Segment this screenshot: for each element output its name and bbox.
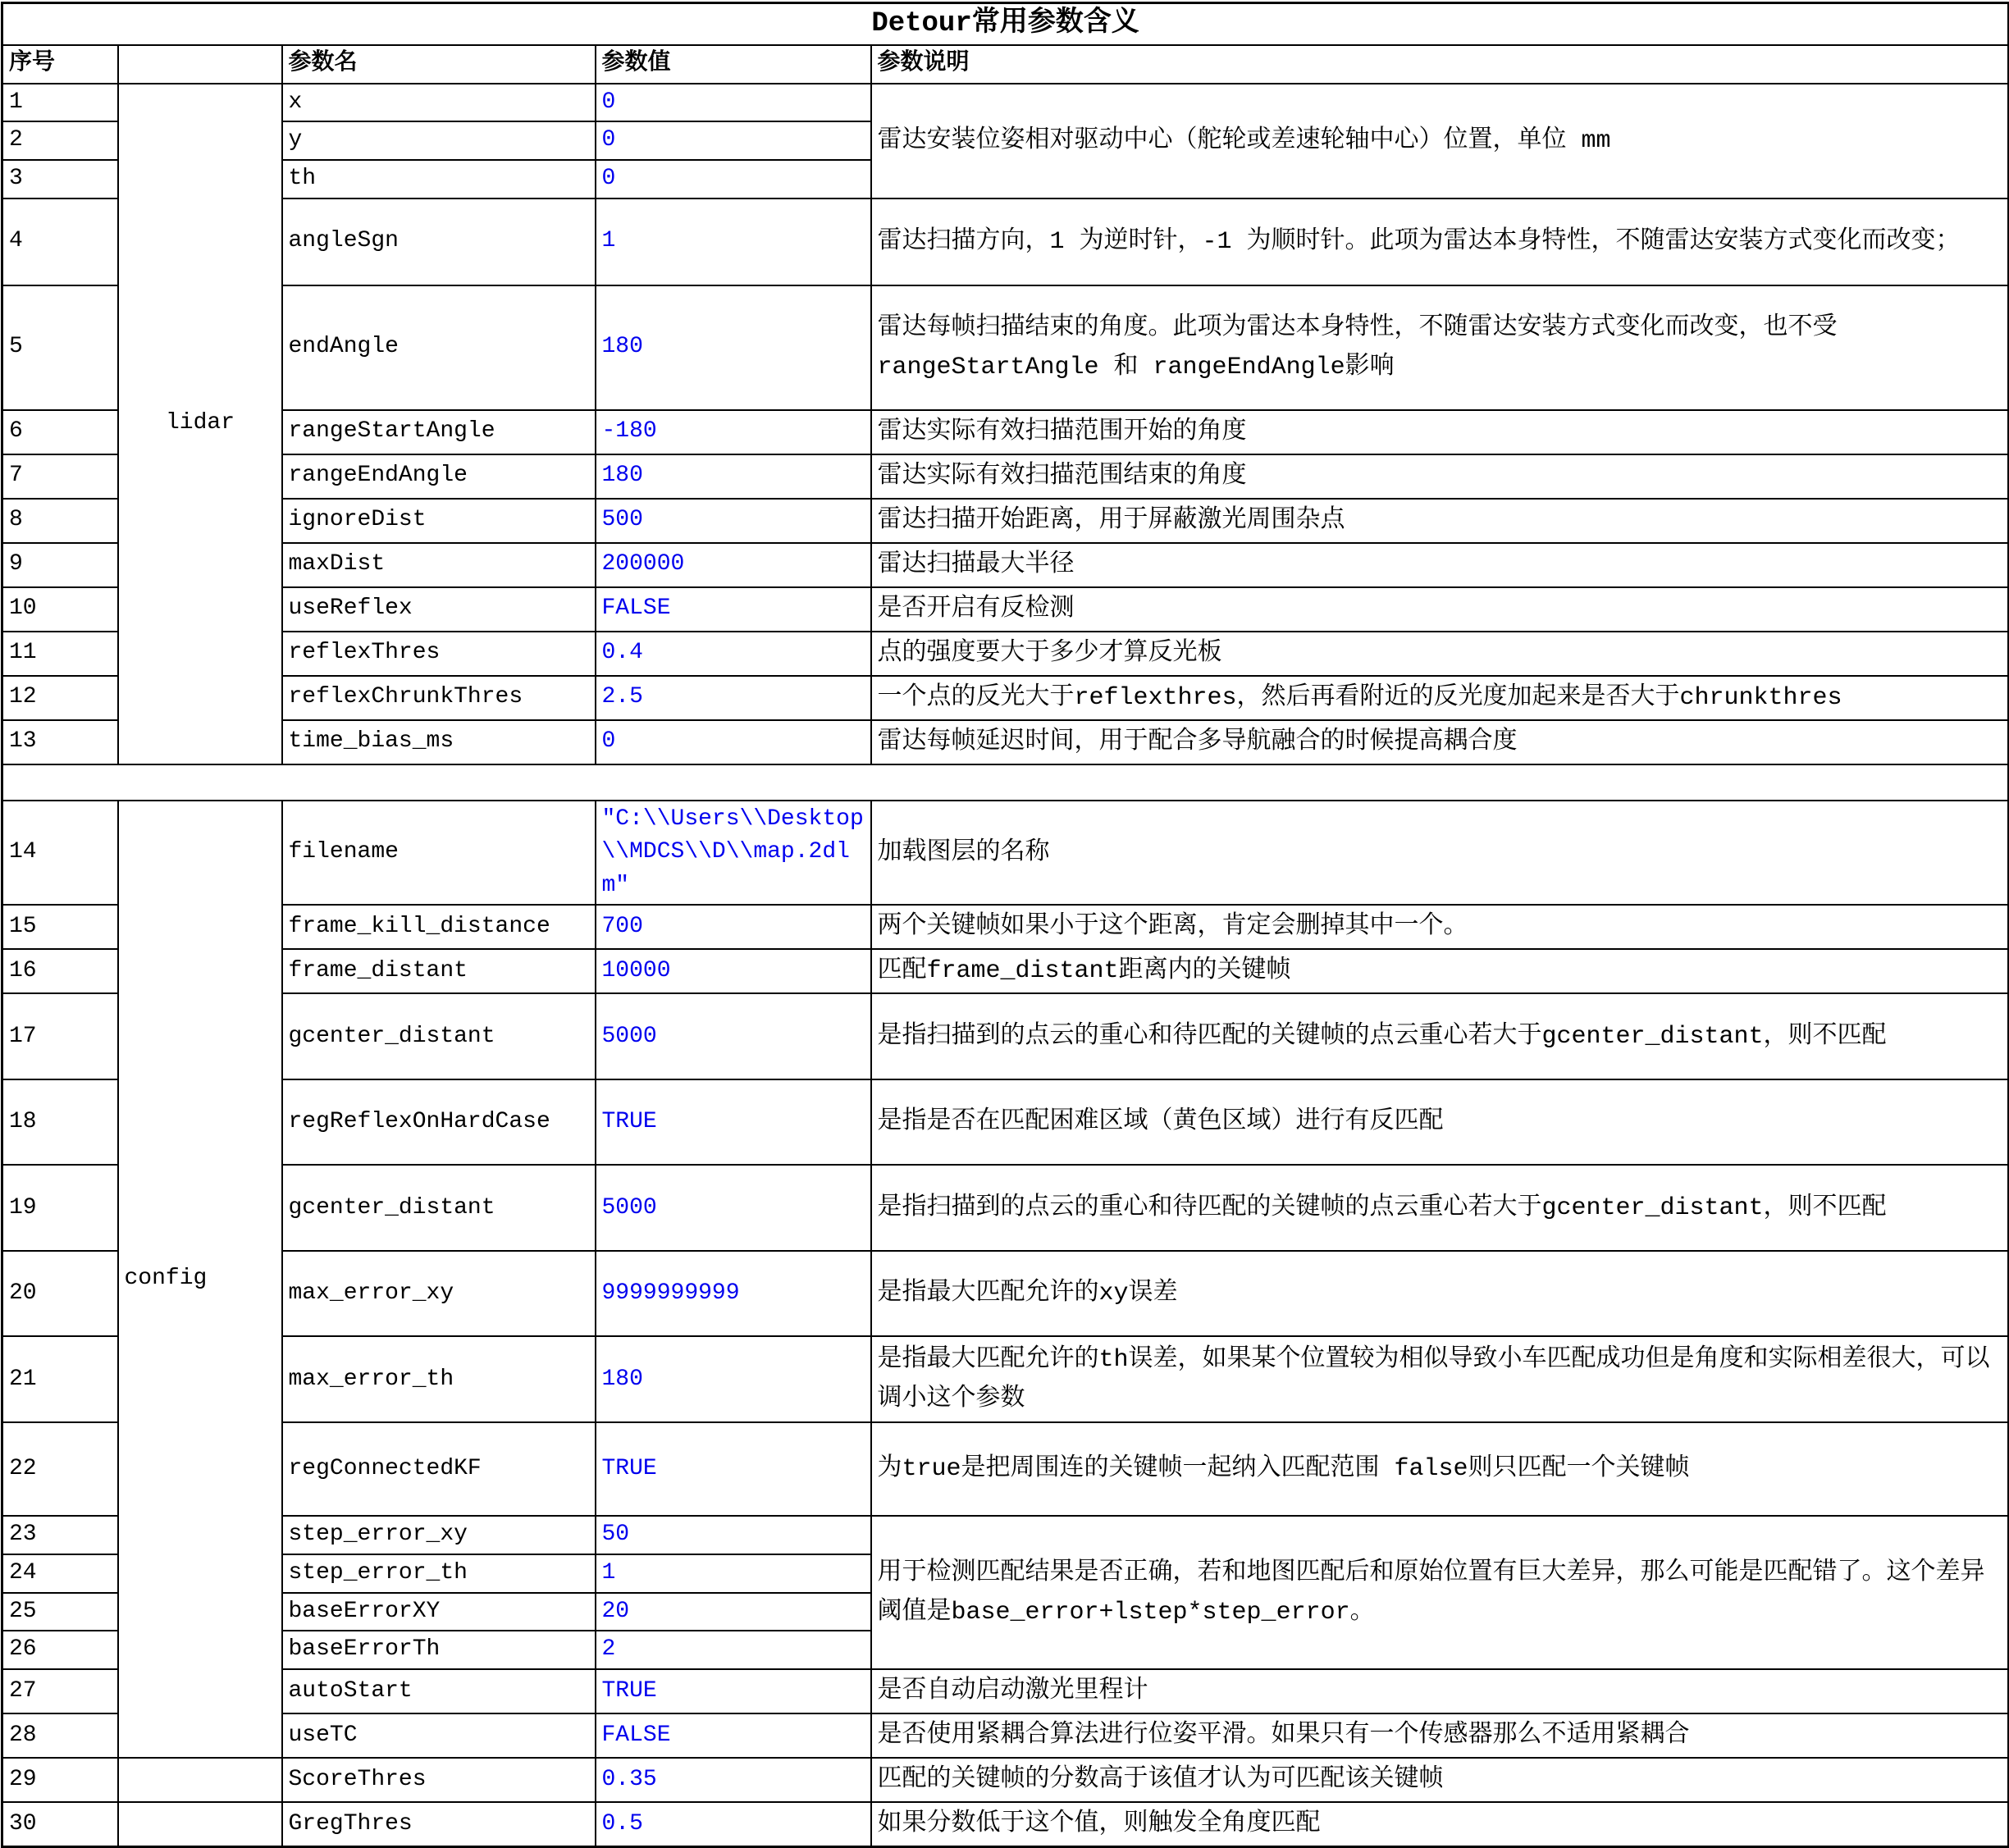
param-desc-cell: 雷达扫描方向，1 为逆时针，-1 为顺时针。此项为雷达本身特性，不随雷达安装方式变化而改变； [871, 198, 2009, 285]
param-desc-cell: 是否使用紧耦合算法进行位姿平滑。如果只有一个传感器那么不适用紧耦合 [871, 1713, 2009, 1758]
param-value-cell: 500 [596, 499, 871, 543]
param-value-cell: 200000 [596, 543, 871, 587]
param-desc-cell: 匹配frame_distant距离内的关键帧 [871, 949, 2009, 993]
row-number-cell: 24 [2, 1554, 118, 1593]
param-name-cell: ScoreThres [282, 1758, 596, 1802]
row-number-cell: 30 [2, 1802, 118, 1847]
param-name-cell: ignoreDist [282, 499, 596, 543]
param-desc-cell: 雷达安装位姿相对驱动中心（舵轮或差速轮轴中心）位置，单位 mm [871, 84, 2009, 198]
row-number-cell: 18 [2, 1079, 118, 1165]
parameter-table [1, 2, 2009, 1848]
param-name-cell: rangeEndAngle [282, 454, 596, 499]
param-desc-cell: 为true是把周围连的关键帧一起纳入匹配范围 false则只匹配一个关键帧 [871, 1422, 2009, 1516]
param-name-cell: y [282, 121, 596, 160]
row-number-cell: 28 [2, 1713, 118, 1758]
param-value-cell: 5000 [596, 1165, 871, 1251]
param-value-cell: 5000 [596, 993, 871, 1079]
row-number-cell: 19 [2, 1165, 118, 1251]
row-number-cell: 9 [2, 543, 118, 587]
group-cell-empty [118, 1758, 282, 1802]
param-value-cell: 0.5 [596, 1802, 871, 1847]
param-value-cell: 1 [596, 1554, 871, 1593]
param-value-cell: 0 [596, 160, 871, 198]
header-param-name: 参数名 [282, 45, 596, 84]
param-name-cell: regReflexOnHardCase [282, 1079, 596, 1165]
row-number-cell: 12 [2, 676, 118, 720]
group-cell-config: config [118, 801, 282, 1758]
param-name-cell: endAngle [282, 285, 596, 410]
header-group [118, 45, 282, 84]
param-value-cell: 0.4 [596, 632, 871, 676]
row-number-cell: 10 [2, 587, 118, 632]
param-name-cell: reflexChrunkThres [282, 676, 596, 720]
param-value-cell: 10000 [596, 949, 871, 993]
param-value-cell: TRUE [596, 1079, 871, 1165]
row-number-cell: 5 [2, 285, 118, 410]
row-number-cell: 13 [2, 720, 118, 764]
param-desc-cell: 一个点的反光大于reflexthres，然后再看附近的反光度加起来是否大于chrunkthres [871, 676, 2009, 720]
row-number-cell: 2 [2, 121, 118, 160]
param-value-cell: FALSE [596, 1713, 871, 1758]
row-number-cell: 6 [2, 410, 118, 454]
param-name-cell: useTC [282, 1713, 596, 1758]
row-number-cell: 4 [2, 198, 118, 285]
param-desc-cell: 雷达实际有效扫描范围开始的角度 [871, 410, 2009, 454]
param-name-cell: gcenter_distant [282, 1165, 596, 1251]
param-desc-cell: 是否开启有反检测 [871, 587, 2009, 632]
param-name-cell: gcenter_distant [282, 993, 596, 1079]
row-number-cell: 17 [2, 993, 118, 1079]
param-desc-cell: 雷达每帧扫描结束的角度。此项为雷达本身特性，不随雷达安装方式变化而改变，也不受rangeStartAngle 和 rangeEndAngle影响 [871, 285, 2009, 410]
row-number-cell: 23 [2, 1516, 118, 1554]
param-value-cell: 1 [596, 198, 871, 285]
param-value-cell: 0 [596, 121, 871, 160]
param-name-cell: filename [282, 801, 596, 906]
param-desc-cell: 是否自动启动激光里程计 [871, 1669, 2009, 1713]
param-name-cell: regConnectedKF [282, 1422, 596, 1516]
param-desc-cell: 如果分数低于这个值，则触发全角度匹配 [871, 1802, 2009, 1847]
param-name-cell: frame_distant [282, 949, 596, 993]
row-number-cell: 25 [2, 1593, 118, 1631]
param-name-cell: max_error_th [282, 1336, 596, 1422]
param-value-cell: 0 [596, 720, 871, 764]
param-value-cell: -180 [596, 410, 871, 454]
param-desc-cell: 雷达扫描最大半径 [871, 543, 2009, 587]
page-title: Detour常用参数含义 [2, 3, 2009, 46]
param-value-cell: 180 [596, 1336, 871, 1422]
param-name-cell: GregThres [282, 1802, 596, 1847]
row-number-cell: 27 [2, 1669, 118, 1713]
param-desc-cell: 点的强度要大于多少才算反光板 [871, 632, 2009, 676]
param-value-cell: "C:\\Users\\Desktop\\MDCS\\D\\map.2dlm" [596, 801, 871, 906]
param-name-cell: reflexThres [282, 632, 596, 676]
param-name-cell: baseErrorXY [282, 1593, 596, 1631]
param-value-cell: 9999999999 [596, 1251, 871, 1336]
row-number-cell: 11 [2, 632, 118, 676]
param-value-cell: TRUE [596, 1669, 871, 1713]
param-value-cell: 700 [596, 905, 871, 949]
param-value-cell: 0.35 [596, 1758, 871, 1802]
header-param-value: 参数值 [596, 45, 871, 84]
param-name-cell: rangeStartAngle [282, 410, 596, 454]
param-name-cell: x [282, 84, 596, 122]
param-name-cell: maxDist [282, 543, 596, 587]
row-number-cell: 21 [2, 1336, 118, 1422]
row-number-cell: 1 [2, 84, 118, 122]
row-number-cell: 14 [2, 801, 118, 906]
param-desc-cell: 是指最大匹配允许的th误差，如果某个位置较为相似导致小车匹配成功但是角度和实际相差很大，可以调小这个参数 [871, 1336, 2009, 1422]
row-number-cell: 8 [2, 499, 118, 543]
row-number-cell: 16 [2, 949, 118, 993]
param-name-cell: baseErrorTh [282, 1631, 596, 1669]
param-value-cell: 20 [596, 1593, 871, 1631]
row-number-cell: 7 [2, 454, 118, 499]
param-value-cell: 50 [596, 1516, 871, 1554]
group-cell-empty [118, 1802, 282, 1847]
param-desc-cell: 是指扫描到的点云的重心和待匹配的关键帧的点云重心若大于gcenter_distant，则不匹配 [871, 993, 2009, 1079]
group-cell-lidar: lidar [118, 84, 282, 764]
param-desc-cell: 用于检测匹配结果是否正确，若和地图匹配后和原始位置有巨大差异，那么可能是匹配错了。这个差异阈值是base_error+lstep*step_error。 [871, 1516, 2009, 1668]
spacer-row [2, 764, 2009, 801]
param-desc-cell: 匹配的关键帧的分数高于该值才认为可匹配该关键帧 [871, 1758, 2009, 1802]
row-number-cell: 15 [2, 905, 118, 949]
header-no: 序号 [2, 45, 118, 84]
param-name-cell: step_error_th [282, 1554, 596, 1593]
param-value-cell: 2 [596, 1631, 871, 1669]
param-value-cell: FALSE [596, 587, 871, 632]
param-name-cell: autoStart [282, 1669, 596, 1713]
row-number-cell: 22 [2, 1422, 118, 1516]
param-name-cell: time_bias_ms [282, 720, 596, 764]
row-number-cell: 3 [2, 160, 118, 198]
param-value-cell: 180 [596, 454, 871, 499]
row-number-cell: 29 [2, 1758, 118, 1802]
param-desc-cell: 加载图层的名称 [871, 801, 2009, 906]
param-value-cell: 0 [596, 84, 871, 122]
row-number-cell: 26 [2, 1631, 118, 1669]
param-name-cell: th [282, 160, 596, 198]
row-number-cell: 20 [2, 1251, 118, 1336]
param-desc-cell: 是指扫描到的点云的重心和待匹配的关键帧的点云重心若大于gcenter_distant，则不匹配 [871, 1165, 2009, 1251]
param-desc-cell: 雷达每帧延迟时间，用于配合多导航融合的时候提高耦合度 [871, 720, 2009, 764]
param-desc-cell: 是指是否在匹配困难区域（黄色区域）进行有反匹配 [871, 1079, 2009, 1165]
param-name-cell: step_error_xy [282, 1516, 596, 1554]
param-name-cell: angleSgn [282, 198, 596, 285]
param-desc-cell: 两个关键帧如果小于这个距离，肯定会删掉其中一个。 [871, 905, 2009, 949]
param-value-cell: TRUE [596, 1422, 871, 1516]
param-desc-cell: 雷达实际有效扫描范围结束的角度 [871, 454, 2009, 499]
param-name-cell: frame_kill_distance [282, 905, 596, 949]
param-value-cell: 2.5 [596, 676, 871, 720]
header-param-desc: 参数说明 [871, 45, 2009, 84]
param-name-cell: max_error_xy [282, 1251, 596, 1336]
param-name-cell: useReflex [282, 587, 596, 632]
param-value-cell: 180 [596, 285, 871, 410]
param-desc-cell: 雷达扫描开始距离，用于屏蔽激光周围杂点 [871, 499, 2009, 543]
param-desc-cell: 是指最大匹配允许的xy误差 [871, 1251, 2009, 1336]
